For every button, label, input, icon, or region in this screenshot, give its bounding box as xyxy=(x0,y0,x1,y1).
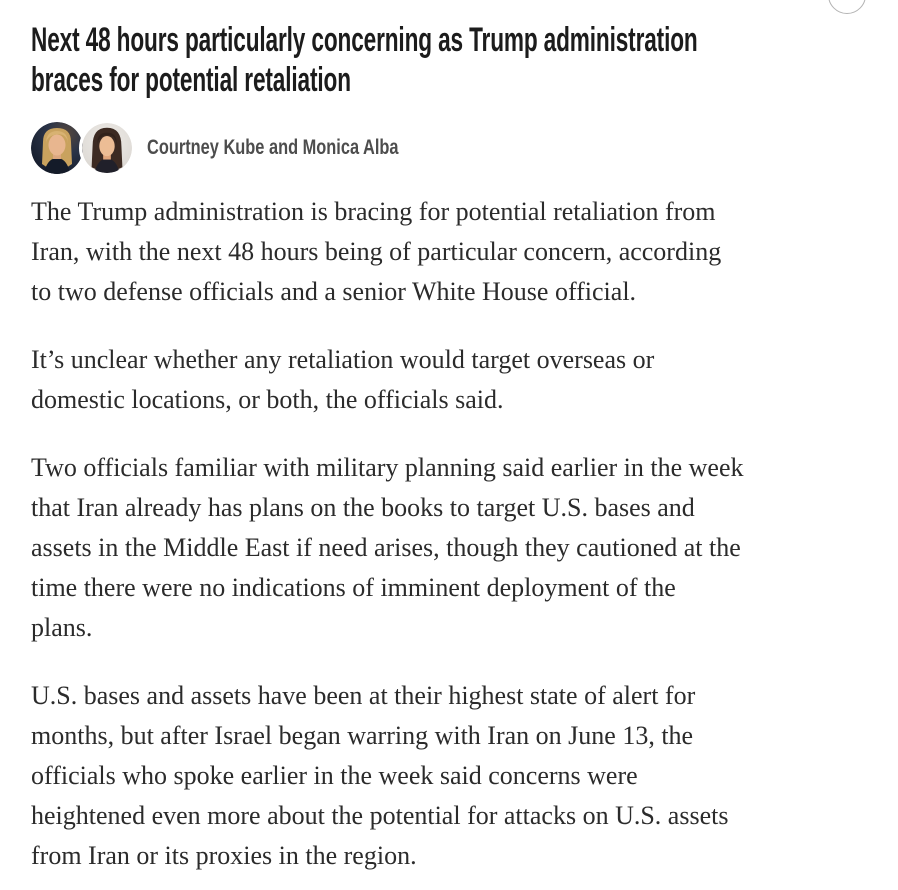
body-line: The Trump administration is bracing for potential retaliation from xyxy=(31,197,716,226)
headline-line: braces for potential retaliation xyxy=(31,61,351,99)
paragraph xyxy=(31,340,744,420)
paragraph xyxy=(31,192,744,312)
avatar-courtney-kube[interactable] xyxy=(31,122,83,174)
paragraph xyxy=(31,448,744,648)
body-line: U.S. bases and assets have been at their highest state of alert for xyxy=(31,681,696,710)
author-link-courtney-kube[interactable]: Courtney Kube xyxy=(147,136,265,159)
body-line: plans. xyxy=(31,613,93,642)
body-line: domestic locations, or both, the officials said. xyxy=(31,385,504,414)
body-line: It’s unclear whether any retaliation would target overseas or xyxy=(31,345,655,374)
person-photo-icon xyxy=(82,123,132,173)
byline-text xyxy=(147,136,399,160)
body-line: months, but after Israel began warring with Iran on June 13, the xyxy=(31,721,694,750)
author-avatars xyxy=(31,120,135,176)
body-line: that Iran already has plans on the books to target U.S. bases and xyxy=(31,493,695,522)
byline-connector: and xyxy=(264,136,303,159)
body-line: assets in the Middle East if need arises, though they cautioned at the xyxy=(31,533,741,562)
body-line: to two defense officials and a senior White House official. xyxy=(31,277,637,306)
avatar-monica-alba[interactable] xyxy=(79,120,135,176)
person-photo-icon xyxy=(31,122,83,174)
body-line: from Iran or its proxies in the region. xyxy=(31,841,417,870)
body-line: time there were no indications of imminent deployment of the xyxy=(31,573,676,602)
headline-line: Next 48 hours particularly concerning as Trump administration xyxy=(31,21,698,59)
paragraph xyxy=(31,676,744,876)
body-line: Two officials familiar with military planning said earlier in the week xyxy=(31,453,744,482)
body-line: officials who spoke earlier in the week said concerns were xyxy=(31,761,638,790)
author-link-monica-alba[interactable]: Monica Alba xyxy=(302,136,399,159)
article-headline xyxy=(31,20,898,100)
byline xyxy=(31,120,469,176)
body-line: heightened even more about the potential for attacks on U.S. assets xyxy=(31,801,729,830)
body-line: Iran, with the next 48 hours being of particular concern, according xyxy=(31,237,722,266)
article-body xyxy=(31,192,744,890)
close-button[interactable] xyxy=(828,0,866,14)
